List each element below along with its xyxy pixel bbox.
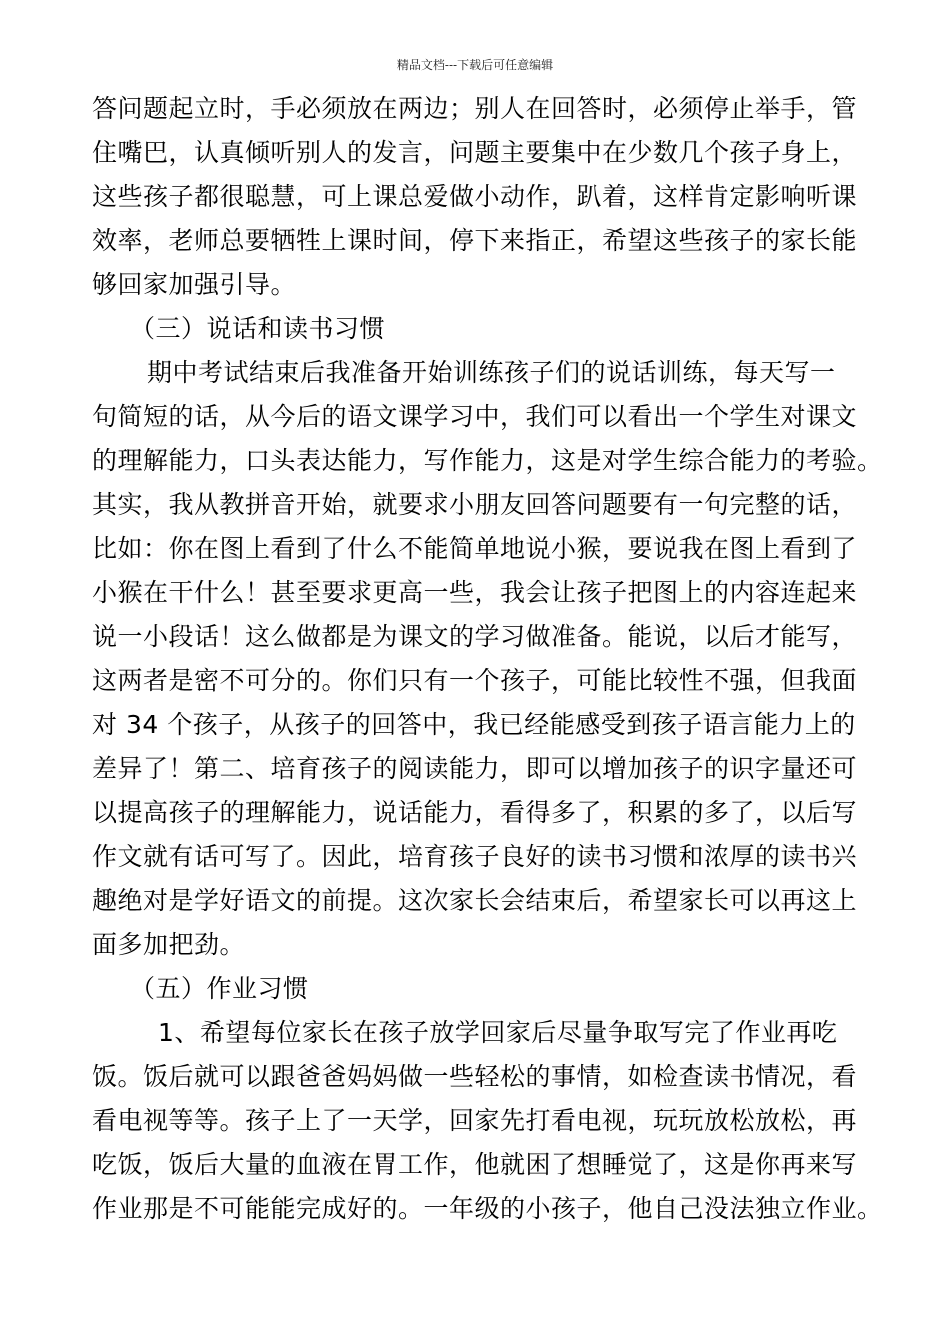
text-line: 吃饭，饭后大量的血液在胃工作，他就困了想睡觉了，这是你再来写: [92, 1150, 858, 1179]
text-line: 趣绝对是学好语文的前提。这次家长会结束后，希望家长可以再这上: [92, 886, 858, 915]
text-line: 差异了！第二、培育孩子的阅读能力，即可以增加孩子的识字量还可: [92, 754, 858, 783]
text-line: 作文就有话可写了。因此，培育孩子良好的读书习惯和浓厚的读书兴: [92, 842, 858, 871]
text-line: 1、希望每位家长在孩子放学回家后尽量争取写完了作业再吃: [158, 1018, 838, 1047]
text-line: 效率，老师总要牺牲上课时间，停下来指正，希望这些孩子的家长能: [92, 226, 858, 255]
page-header: 精品文档---下载后可任意编辑: [396, 58, 554, 72]
text-line: 的理解能力，口头表达能力，写作能力，这是对学生综合能力的考验。: [92, 446, 883, 475]
text-line: 答问题起立时，手必须放在两边；别人在回答时，必须停止举手，管: [92, 94, 858, 123]
section-heading: （三）说话和读书习惯: [130, 314, 386, 343]
text-line: 面多加把劲。: [92, 930, 246, 959]
text-line: 句简短的话，从今后的语文课学习中，我们可以看出一个学生对课文: [92, 402, 858, 431]
text-line: 看电视等等。孩子上了一天学，回家先打看电视，玩玩放松放松，再: [92, 1106, 858, 1135]
text-line: 住嘴巴，认真倾听别人的发言，问题主要集中在少数几个孩子身上，: [92, 138, 858, 167]
text-line: 期中考试结束后我准备开始训练孩子们的说话训练，每天写一: [147, 358, 836, 387]
text-line: 其实，我从教拼音开始，就要求小朋友回答问题要有一句完整的话，: [92, 490, 858, 519]
text-line: 作业那是不可能能完成好的。一年级的小孩子，他自己没法独立作业。: [92, 1194, 883, 1223]
text-line: 这些孩子都很聪慧，可上课总爱做小动作，趴着，这样肯定影响听课: [92, 182, 858, 211]
section-heading: （五）作业习惯: [130, 974, 309, 1003]
text-line: 比如：你在图上看到了什么不能简单地说小猴，要说我在图上看到了: [92, 534, 858, 563]
text-line: 这两者是密不可分的。你们只有一个孩子，可能比较性不强，但我面: [92, 666, 858, 695]
text-line: 对 34 个孩子，从孩子的回答中，我已经能感受到孩子语言能力上的: [92, 710, 856, 739]
text-line: 以提高孩子的理解能力，说话能力，看得多了，积累的多了，以后写: [92, 798, 858, 827]
text-line: 说一小段话！这么做都是为课文的学习做准备。能说，以后才能写，: [92, 622, 858, 651]
text-line: 够回家加强引导。: [92, 270, 297, 299]
text-line: 小猴在干什么！甚至要求更高一些，我会让孩子把图上的内容连起来: [92, 578, 858, 607]
text-line: 饭。饭后就可以跟爸爸妈妈做一些轻松的事情，如检查读书情况，看: [92, 1062, 858, 1091]
document-body: [92, 87, 892, 1231]
